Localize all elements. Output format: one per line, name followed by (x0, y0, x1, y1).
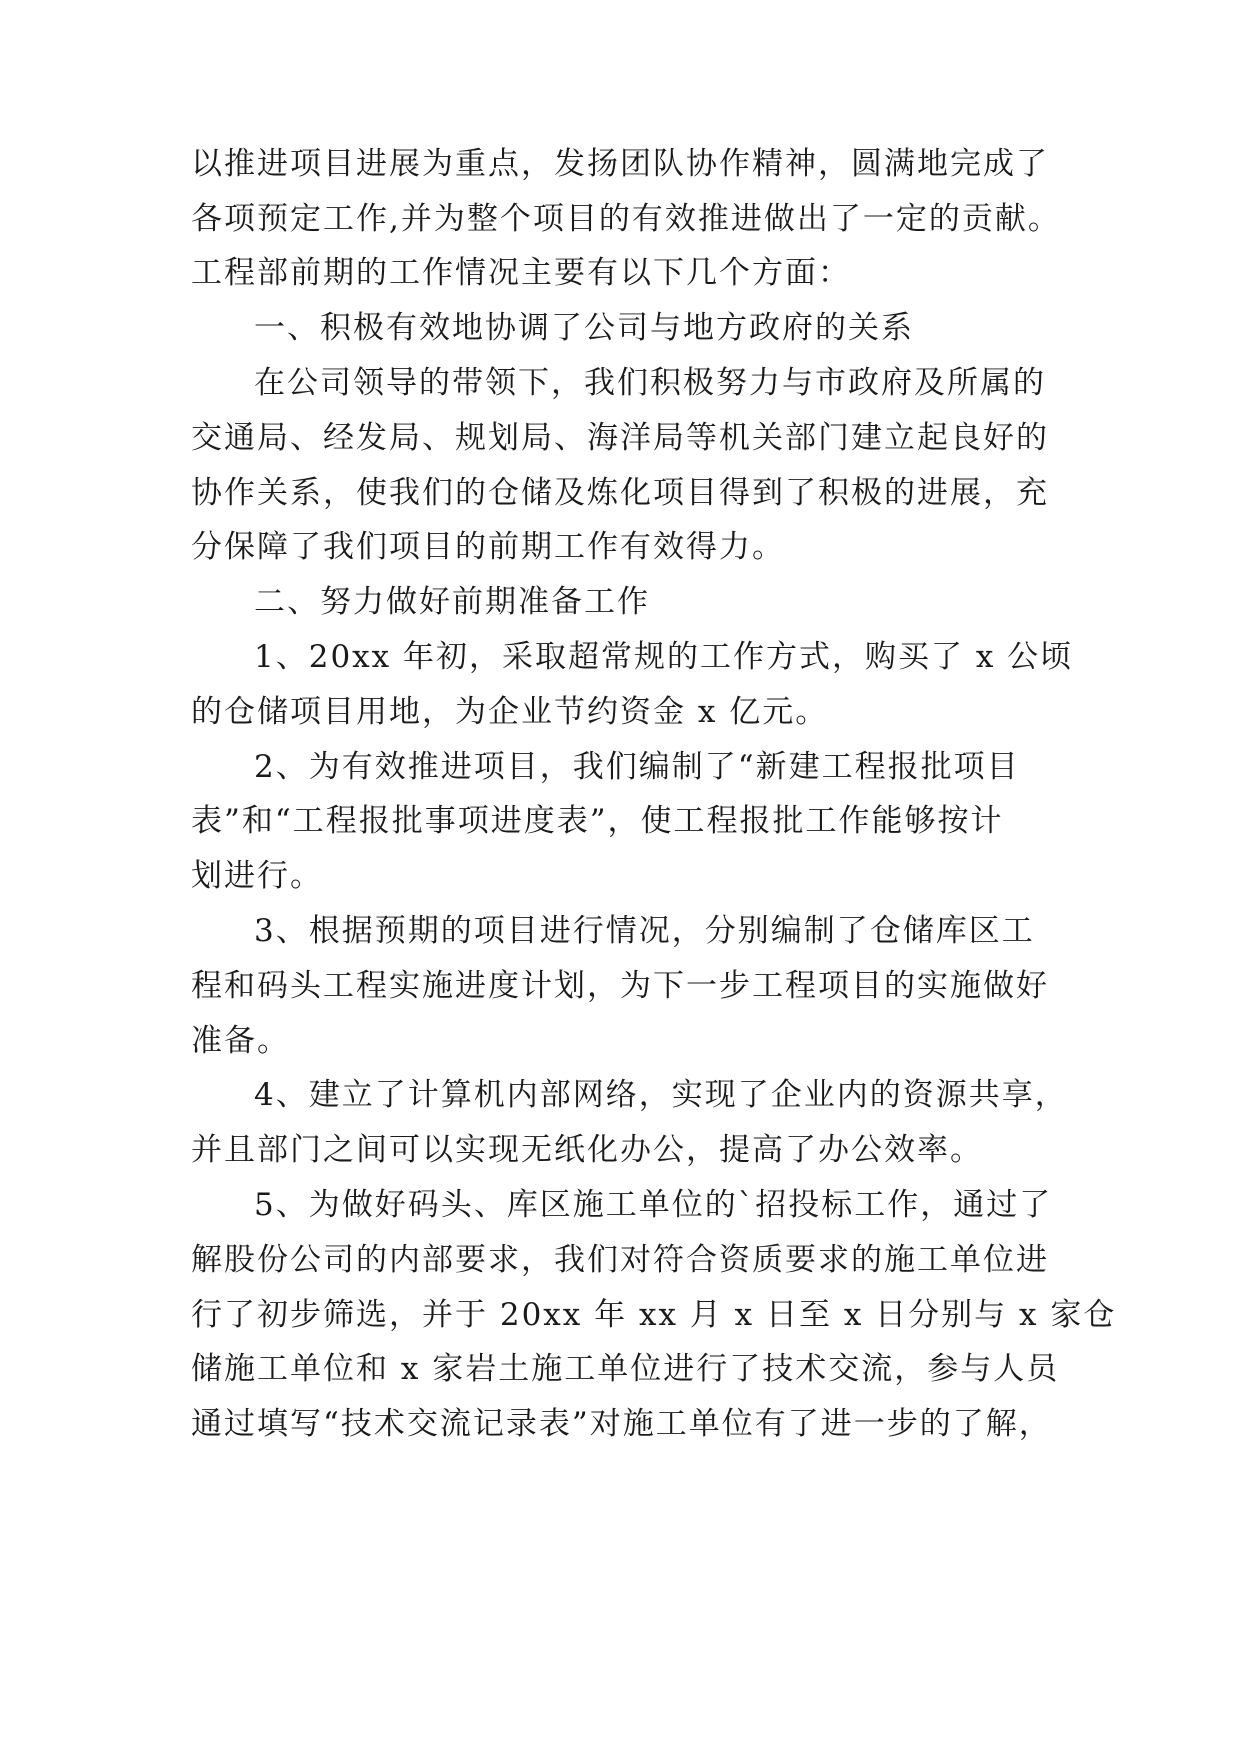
text-line: 2、为有效推进项目，我们编制了“新建工程报批项目 (254, 749, 1020, 785)
text-line: 的仓储项目用地，为企业节约资金 x 亿元。 (191, 694, 829, 730)
text-line: 解股份公司的内部要求，我们对符合资质要求的施工单位进 (191, 1242, 1049, 1278)
text-line: 3、根据预期的项目进行情况，分别编制了仓储库区工 (254, 913, 1035, 949)
text-line: 程和码头工程实施进度计划，为下一步工程项目的实施做好 (191, 968, 1049, 1004)
text-line: 各项预定工作,并为整个项目的有效推进做出了一定的贡献。 (191, 201, 1061, 237)
text-line: 1、20xx 年初，采取超常规的工作方式，购买了 x 公顷 (254, 639, 1074, 675)
text-line: 通过填写“技术交流记录表”对施工单位有了进一步的了解， (191, 1406, 1052, 1442)
text-line: 工程部前期的工作情况主要有以下几个方面： (191, 255, 851, 291)
text-line: 准备。 (191, 1023, 290, 1059)
section-heading: 二、努力做好前期准备工作 (254, 584, 650, 620)
text-line: 表”和“工程报批事项进度表”，使工程报批工作能够按计 (191, 803, 1004, 839)
text-line: 5、为做好码头、库区施工单位的`招投标工作，通过了 (254, 1187, 1053, 1223)
text-line: 并且部门之间可以实现无纸化办公，提高了办公效率。 (191, 1132, 983, 1168)
section-heading: 一、积极有效地协调了公司与地方政府的关系 (254, 310, 914, 346)
text-line: 储施工单位和 x 家岩土施工单位进行了技术交流，参与人员 (191, 1351, 1060, 1387)
text-line: 分保障了我们项目的前期工作有效得力。 (191, 529, 785, 565)
text-line: 协作关系，使我们的仓储及炼化项目得到了积极的进展，充 (191, 475, 1049, 511)
text-line: 4、建立了计算机内部网络，实现了企业内的资源共享， (254, 1077, 1068, 1113)
text-line: 以推进项目进展为重点，发扬团队协作精神，圆满地完成了 (191, 146, 1049, 182)
text-line: 行了初步筛选，并于 20xx 年 xx 月 x 日至 x 日分别与 x 家仓 (191, 1297, 1117, 1333)
text-line: 交通局、经发局、规划局、海洋局等机关部门建立起良好的 (191, 420, 1049, 456)
text-line: 在公司领导的带领下，我们积极努力与市政府及所属的 (254, 365, 1046, 401)
text-line: 划进行。 (191, 858, 323, 894)
